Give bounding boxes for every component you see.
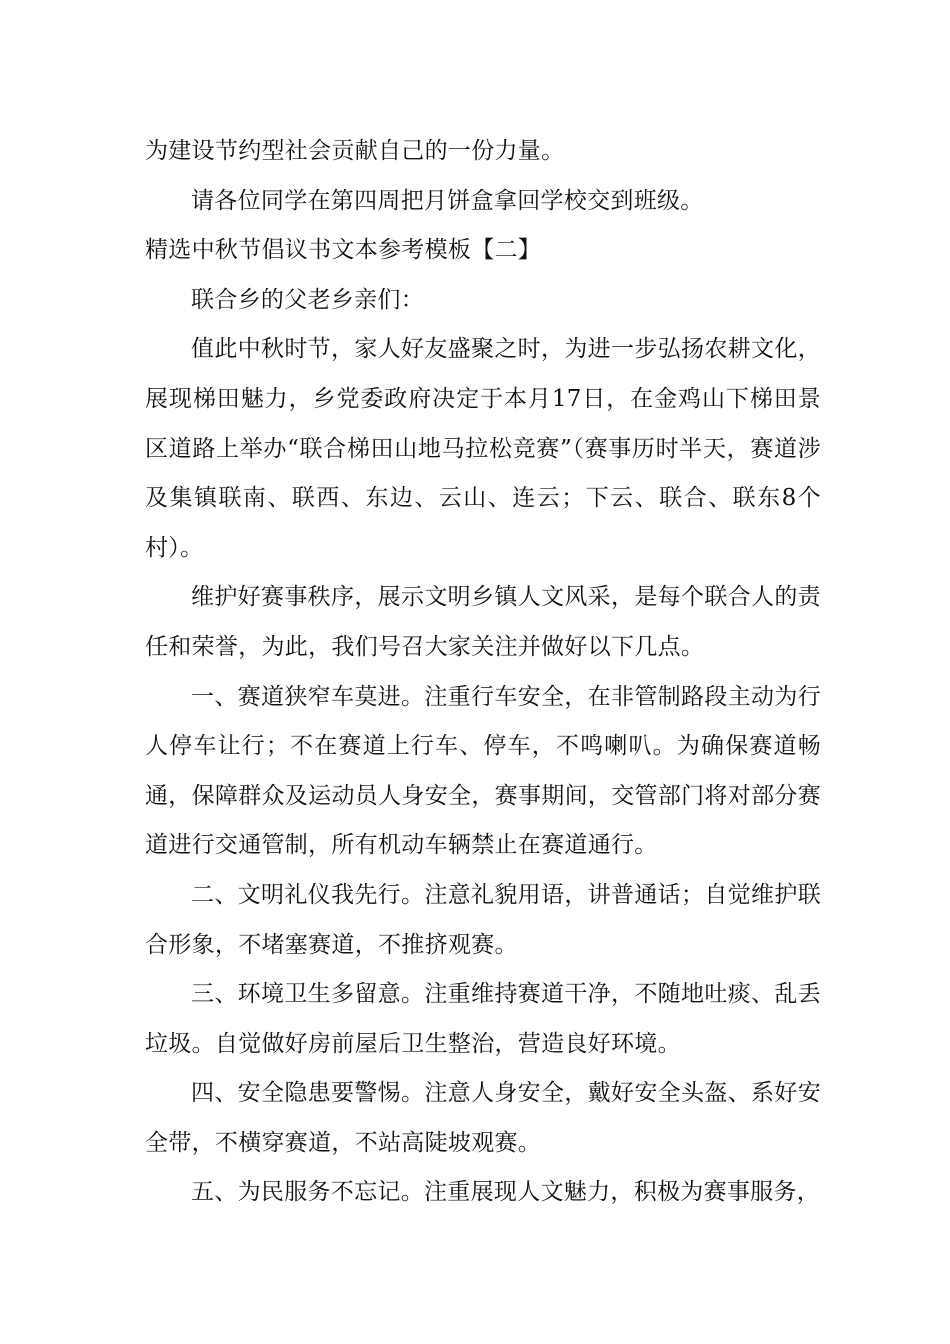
paragraph-point-1: 一、赛道狭窄车莫进。注重行车安全，在非管制路段主动为行人停车让行；不在赛道上行车、停车，不鸣喇叭。为确保赛道畅通，保障群众及运动员人身安全，赛事期间，交管部门将对部分赛道进行交通管制，所有机动车辆禁止在赛道通行。 xyxy=(145,683,821,859)
paragraph-point-2: 二、文明礼仪我先行。注意礼貌用语，讲普通话；自觉维护联合形象，不堵塞赛道，不推挤观赛。 xyxy=(145,881,821,958)
section-heading: 精选中秋节倡议书文本参考模板【二】 xyxy=(145,237,542,264)
paragraph-point-3: 三、环境卫生多留意。注重维持赛道干净，不随地吐痰、乱丢垃圾。自觉做好房前屋后卫生整治，营造良好环境。 xyxy=(145,981,821,1057)
paragraph-salutation: 联合乡的父老乡亲们： xyxy=(191,286,424,313)
paragraph-point-4: 四、安全隐患要警惕。注意人身安全，戴好安全头盔、系好安全带，不横穿赛道，不站高陡坡观赛。 xyxy=(145,1080,821,1156)
paragraph-point-5: 五、为民服务不忘记。注重展现人文魅力，积极为赛事服务， xyxy=(191,1179,821,1206)
paragraph-notice: 请各位同学在第四周把月饼盒拿回学校交到班级。 xyxy=(191,187,704,214)
paragraph-intro: 值此中秋时节，家人好友盛聚之时，为进一步弘扬农耕文化，展现梯田魅力，乡党委政府决定于本月17日，在金鸡山下梯田景区道路上举办“联合梯田山地马拉松竞赛”（赛事历时半天，赛道涉及集镇联南、联西、东边、云山、连云；下云、联合、联东8个村）。 xyxy=(145,336,821,561)
paragraph-closing-line: 为建设节约型社会贡献自己的一份力量。 xyxy=(145,138,565,164)
document-body xyxy=(145,127,821,1218)
paragraph-call-to-action: 维护好赛事秩序，展示文明乡镇人文风采，是每个联合人的责任和荣誉，为此，我们号召大家关注并做好以下几点。 xyxy=(145,584,821,660)
